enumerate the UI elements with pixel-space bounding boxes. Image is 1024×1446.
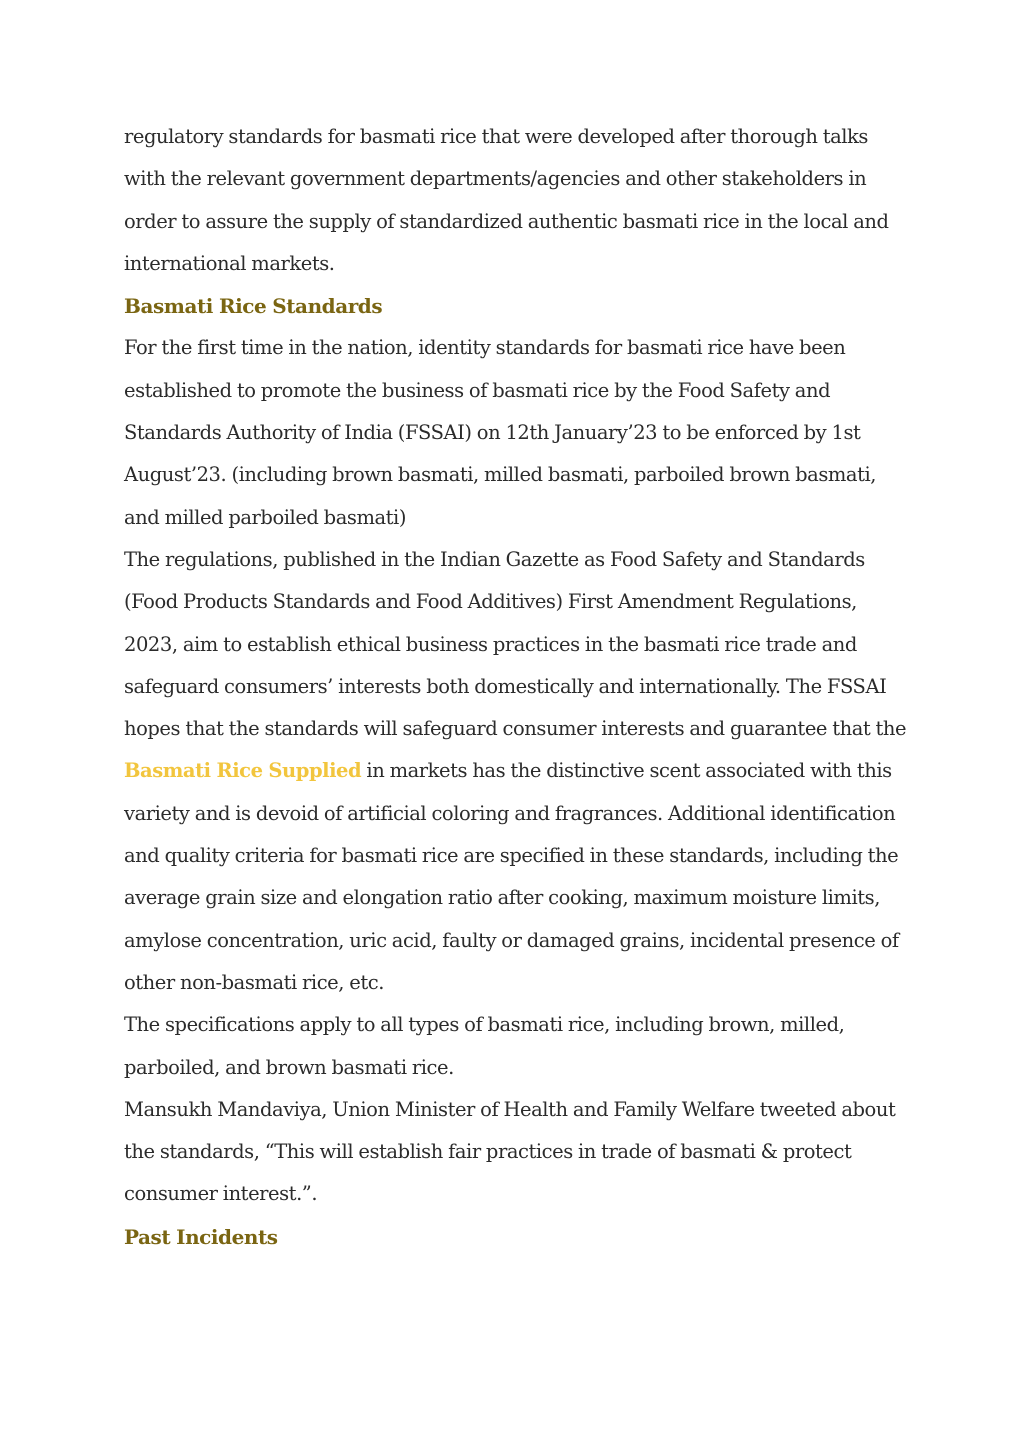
document-body <box>124 116 914 1258</box>
paragraph-regulations-text-after-link: in markets has the distinctive scent associated with this variety and is devoid of artificial coloring and fragrances. Additional identification and quality criteria for basmati rice are specified in these standards, including the average grain size and elongation ratio after cooking, maximum moisture limits, amylose concentration, uric acid, faulty or damaged grains, incidental presence of other non-basmati rice, etc. <box>124 759 899 994</box>
intro-paragraph: regulatory standards for basmati rice that were developed after thorough talks with the relevant government departments/agencies and other stakeholders in order to assure the supply of standardized authentic basmati rice in the local and international markets. <box>124 125 889 275</box>
paragraph-specifications: The specifications apply to all types of basmati rice, including brown, milled, parboiled, and brown basmati rice. <box>124 1013 845 1079</box>
paragraph-regulations <box>124 539 914 1004</box>
paragraph-regulations-text-before-link: The regulations, published in the Indian Gazette as Food Safety and Standards (Food Products Standards and Food Additives) First Amendment Regulations, 2023, aim to establish ethical business practices in the basmati rice trade and safeguard consumers’ interests both domestically and internationally. The FSSAI hopes that the standards will safeguard consumer interests and guarantee that the <box>124 547 907 741</box>
heading-past-incidents: Past Incidents <box>124 1224 278 1249</box>
heading-basmati-rice-standards: Basmati Rice Standards <box>124 294 383 319</box>
paragraph-first-time-standards: For the first time in the nation, identity standards for basmati rice have been established to promote the business of basmati rice by the Food Safety and Standards Authority of India (FSSAI) on 12th January’23 to be enforced by 1st August’23. (including brown basmati, milled basmati, parboiled brown basmati, and milled parboiled basmati) <box>124 336 877 529</box>
paragraph-minister-tweet: Mansukh Mandaviya, Union Minister of Health and Family Welfare tweeted about the standards, “This will establish fair practices in trade of basmati & protect consumer interest.”. <box>124 1097 896 1206</box>
basmati-rice-supplied-link[interactable]: Basmati Rice Supplied <box>124 759 362 783</box>
